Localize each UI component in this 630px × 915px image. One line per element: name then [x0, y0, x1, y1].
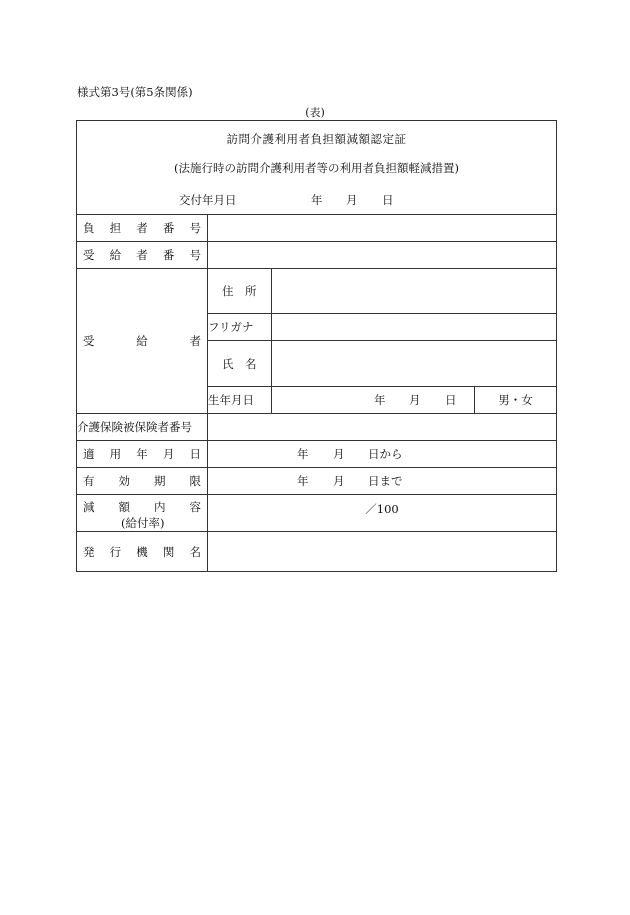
label-char: 月 [162, 447, 175, 461]
reduction-row [77, 495, 557, 532]
furigana-value[interactable] [272, 314, 557, 341]
apply-date-row [77, 441, 557, 468]
certificate-header [77, 121, 557, 215]
label-char: 関 [162, 544, 175, 559]
birth-month-label: 月 [409, 393, 421, 407]
insured-number-label: 介護保険被保険者番号 [77, 414, 208, 441]
name-label: 氏 名 [208, 341, 272, 387]
certificate-table [76, 120, 557, 572]
label-char: 期 [154, 474, 166, 488]
birthdate-value[interactable] [272, 387, 475, 414]
label-char: 効 [118, 474, 130, 488]
birth-day-label: 日 [445, 393, 457, 407]
benefit-rate-note: (給付率) [121, 516, 165, 530]
address-label: 住 所 [208, 269, 272, 314]
reduction-label [77, 495, 208, 532]
label-char: 額 [118, 500, 130, 514]
label-char: 号 [189, 221, 201, 235]
label-char: 用 [109, 447, 122, 461]
label-char: 発 [83, 544, 95, 559]
label-char: 容 [189, 500, 201, 514]
address-value[interactable] [272, 269, 557, 314]
label-char: 受 [83, 248, 95, 262]
apply-from-label: 日から [368, 447, 403, 461]
address-row [77, 269, 557, 314]
form-number-label: 様式第3号(第5条関係) [77, 85, 193, 99]
expiry-year-label: 年 [297, 474, 309, 488]
label-char: 給 [109, 248, 122, 262]
recipient-number-label [77, 242, 208, 269]
reduction-ratio[interactable]: ／100 [208, 495, 557, 532]
insured-number-value[interactable] [208, 414, 557, 441]
apply-date-label [77, 441, 208, 468]
label-char: 限 [189, 474, 201, 488]
label-char: 名 [189, 544, 201, 559]
expiry-label [77, 468, 208, 495]
label-char: 者 [136, 248, 148, 262]
expiry-until-label: 日まで [368, 474, 403, 488]
name-value[interactable] [272, 341, 557, 387]
issuer-value[interactable] [208, 532, 557, 572]
birthdate-label: 生年月日 [208, 387, 272, 414]
apply-date-value[interactable] [208, 441, 557, 468]
recipient-number-row [77, 242, 557, 269]
side-label: (表) [305, 106, 325, 119]
issue-day-label: 日 [382, 193, 394, 207]
label-char: 番 [162, 248, 175, 262]
issue-month-label: 月 [346, 193, 358, 207]
label-char: 担 [109, 221, 122, 235]
apply-month-label: 月 [333, 447, 345, 461]
expiry-month-label: 月 [333, 474, 345, 488]
label-char: 機 [136, 544, 148, 559]
label-char: 番 [162, 221, 175, 235]
label-char: 者 [189, 334, 201, 348]
payer-number-label [77, 215, 208, 242]
issuer-row [77, 532, 557, 572]
label-char: 有 [83, 474, 95, 488]
label-char: 日 [189, 447, 201, 461]
label-char: 内 [154, 500, 166, 514]
recipient-label [77, 269, 208, 414]
label-char: 者 [136, 221, 148, 235]
certificate-subtitle: (法施行時の訪問介護利用者等の利用者負担額軽減措置) [174, 161, 459, 175]
recipient-number-value[interactable] [208, 242, 557, 269]
issuer-label [77, 532, 208, 572]
apply-year-label: 年 [297, 447, 309, 461]
issue-date-label: 交付年月日 [179, 193, 237, 207]
issue-year-label: 年 [311, 193, 323, 207]
birth-year-label: 年 [374, 393, 386, 407]
label-char: 受 [83, 334, 95, 348]
insured-number-row [77, 414, 557, 441]
label-char: 号 [189, 248, 201, 262]
sex-field[interactable]: 男・女 [475, 387, 557, 414]
label-char: 負 [83, 221, 95, 235]
payer-number-value[interactable] [208, 215, 557, 242]
expiry-row [77, 468, 557, 495]
label-char: 減 [83, 500, 95, 514]
furigana-label: フリガナ [208, 314, 272, 341]
payer-number-row [77, 215, 557, 242]
label-char: 給 [136, 334, 148, 348]
label-char: 年 [136, 447, 148, 461]
label-char: 適 [83, 447, 95, 461]
label-char: 行 [109, 544, 122, 559]
expiry-value[interactable] [208, 468, 557, 495]
certificate-title: 訪問介護利用者負担額減額認定証 [226, 132, 407, 146]
